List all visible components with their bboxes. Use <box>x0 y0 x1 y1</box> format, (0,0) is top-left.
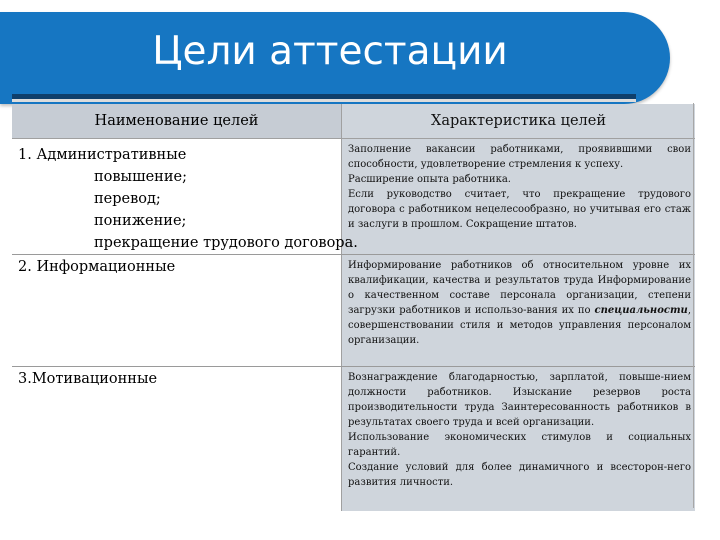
goal-subitem: понижение; <box>94 213 187 229</box>
goal-cell-motivational <box>12 367 342 512</box>
description-paragraph: Расширение опыта работника. <box>348 174 511 185</box>
goal-subitem: перевод; <box>94 191 161 207</box>
goal-title: 2. Информационные <box>18 259 176 275</box>
description-paragraph: Вознаграждение благодарностью, зарплатой, повыше-нием должности работников. Изыскание резервов роста производительности труда Заинтересованность работников в результатах своего труда и всей организации. <box>348 372 691 428</box>
column-header-goal-name: Наименование целей <box>12 104 342 139</box>
table-row <box>12 139 695 255</box>
goals-table <box>12 104 695 511</box>
goal-title: 3.Мотивационные <box>18 371 158 387</box>
description-emphasis: специальности <box>594 305 688 316</box>
table-row <box>12 367 695 512</box>
table-right-border <box>693 103 694 508</box>
slide-title: Цели аттестации <box>152 29 508 74</box>
goal-subitem: прекращение трудового договора. <box>94 235 358 251</box>
goal-cell-administrative <box>12 139 358 255</box>
description-paragraph: Создание условий для более динамичного и всесторон-него развития личности. <box>348 462 691 488</box>
goal-title: 1. Административные <box>18 147 187 163</box>
table-row <box>12 255 695 367</box>
description-text: , совершенствовании стиля и методов управления персоналом организации. <box>348 305 691 346</box>
goal-cell-informational <box>12 255 342 367</box>
description-paragraph: Если руководство считает, что прекращение трудового договора с работником нецелесообразно, но учитывая его стаж и заслуги в прошлом. Сокращение штатов. <box>348 189 691 230</box>
description-paragraph <box>348 258 691 348</box>
description-paragraph: Использование экономических стимулов и социальных гарантий. <box>348 432 691 458</box>
description-text: Информирование работников об относительном уровне их квалификации, качества и результатов труда Информирование о качественном составе персонала организации, степени загрузки работников и использо-вания их по <box>348 260 691 316</box>
description-cell <box>342 139 696 255</box>
description-cell <box>342 367 696 512</box>
description-cell <box>342 255 696 367</box>
description-paragraph: Заполнение вакансии работниками, проявившими свои способности, удовлетворение стремления к успеху. <box>348 144 691 170</box>
table-header-row <box>12 104 695 139</box>
title-underline-shadow <box>12 99 636 102</box>
column-header-goal-description: Характеристика целей <box>342 104 696 139</box>
goal-subitem: повышение; <box>94 169 187 185</box>
